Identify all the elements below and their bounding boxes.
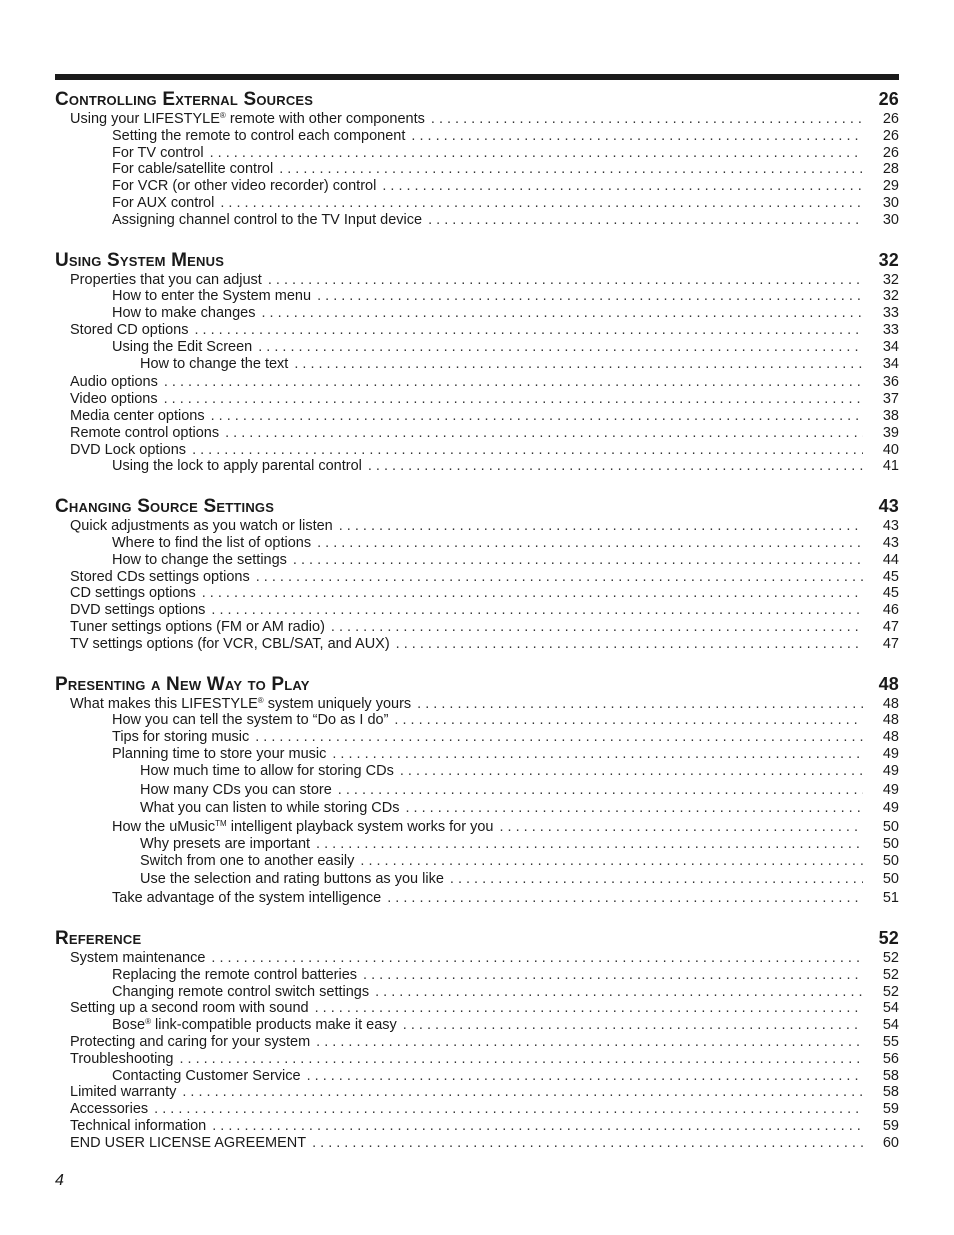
dot-leader — [210, 145, 863, 162]
toc-entry[interactable] — [55, 819, 899, 836]
entry-page-number: 32 — [882, 271, 899, 288]
entry-text: DVD settings options — [70, 602, 206, 619]
entry-page-number: 58 — [882, 1084, 899, 1101]
entry-page-number: 54 — [882, 1017, 899, 1034]
entry-page-number: 46 — [882, 602, 899, 619]
entry-text: Properties that you can adjust — [70, 271, 262, 288]
toc-entry[interactable] — [55, 1101, 899, 1118]
entry-label — [112, 161, 279, 178]
dot-leader — [396, 636, 863, 653]
entry-label — [112, 890, 387, 907]
toc-entry[interactable] — [55, 408, 899, 425]
dot-leader — [315, 1000, 863, 1017]
section-heading[interactable] — [55, 249, 899, 272]
entry-text: Tips for storing music — [112, 729, 250, 746]
entry-page-number: 45 — [882, 568, 899, 585]
entry-text: Stored CDs settings options — [70, 568, 250, 585]
entry-text: Take advantage of the system intelligence — [112, 890, 382, 907]
toc-entry[interactable] — [55, 1068, 899, 1085]
entry-label — [70, 569, 256, 586]
entry-text: How the uMusic — [112, 819, 216, 836]
entry-label — [112, 967, 363, 984]
table-of-contents — [55, 88, 899, 1172]
dot-leader — [339, 518, 863, 535]
toc-entry[interactable] — [55, 712, 899, 729]
toc-section — [55, 495, 899, 652]
entry-label — [70, 391, 164, 408]
dot-leader — [411, 128, 863, 145]
toc-entry[interactable] — [55, 1051, 899, 1068]
dot-leader — [182, 1084, 863, 1101]
entry-text: Technical information — [70, 1118, 207, 1135]
entry-page-number: 29 — [882, 178, 899, 195]
entry-label — [70, 1101, 154, 1118]
entry-page-number: 52 — [882, 966, 899, 983]
page-number: 4 — [55, 1172, 64, 1189]
entry-page-number: 51 — [882, 890, 899, 907]
entry-text: Use the selection and rating buttons as you like — [140, 871, 444, 888]
entry-page-number: 44 — [882, 551, 899, 568]
entry-page-number: 36 — [882, 374, 899, 391]
entry-label — [70, 322, 194, 339]
toc-entry[interactable] — [55, 161, 899, 178]
entry-text: DVD Lock options — [70, 441, 187, 458]
entry-page-number: 50 — [882, 819, 899, 836]
entry-text: Tuner settings options (FM or AM radio) — [70, 618, 325, 635]
dot-leader — [211, 950, 863, 967]
toc-entry[interactable] — [55, 800, 899, 817]
section-title: Presenting a New Way to Play — [55, 673, 310, 695]
toc-entry[interactable] — [55, 782, 899, 799]
entry-page-number: 48 — [882, 729, 899, 746]
entry-page-number: 48 — [882, 712, 899, 729]
dot-leader — [406, 800, 864, 817]
toc-entry[interactable] — [55, 145, 899, 162]
section-title: Reference — [55, 928, 142, 950]
dot-leader — [192, 442, 863, 459]
entry-label — [112, 305, 261, 322]
entry-page-number: 50 — [882, 852, 899, 869]
entry-text-continued: system uniquely yours — [263, 695, 412, 712]
dot-leader — [316, 1034, 863, 1051]
entry-text: How to change the settings — [112, 551, 287, 568]
entry-label — [112, 1068, 307, 1085]
toc-entry[interactable] — [55, 967, 899, 984]
entry-page-number: 55 — [882, 1034, 899, 1051]
section-title: Changing Source Settings — [55, 496, 275, 518]
dot-leader — [331, 619, 863, 636]
entry-label — [140, 853, 360, 870]
entry-text: Where to find the list of options — [112, 534, 312, 551]
entry-text: How you can tell the system to “Do as I do” — [112, 712, 389, 729]
dot-leader — [316, 836, 863, 853]
entry-label — [112, 339, 258, 356]
entry-label — [70, 111, 431, 128]
toc-entry[interactable] — [55, 178, 899, 195]
entry-page-number: 50 — [882, 835, 899, 852]
toc-section — [55, 673, 899, 908]
entry-page-number: 32 — [882, 288, 899, 305]
dot-leader — [312, 1135, 863, 1152]
entry-label — [70, 272, 268, 289]
entry-text: How many CDs you can store — [140, 781, 332, 798]
entry-text: For cable/satellite control — [112, 161, 274, 178]
entry-label — [140, 763, 400, 780]
entry-label — [70, 696, 417, 713]
entry-page-number: 33 — [882, 305, 899, 322]
entry-label — [112, 535, 317, 552]
entry-page-number: 52 — [882, 983, 899, 1000]
dot-leader — [279, 161, 863, 178]
entry-label — [112, 729, 255, 746]
section-title: Using System Menus — [55, 249, 225, 271]
entry-page-number: 33 — [882, 321, 899, 338]
dot-leader — [360, 853, 863, 870]
entry-label — [112, 1017, 403, 1034]
entry-text: For AUX control — [112, 194, 215, 211]
dot-leader — [428, 212, 863, 229]
dot-leader — [368, 458, 863, 475]
toc-entry[interactable] — [55, 836, 899, 853]
entry-page-number: 40 — [882, 441, 899, 458]
entry-label — [112, 746, 332, 763]
toc-entry[interactable] — [55, 746, 899, 763]
entry-page-number: 26 — [882, 111, 899, 127]
entry-text: Accessories — [70, 1101, 149, 1118]
entry-text-continued: intelligent playback system works for you — [226, 819, 494, 836]
entry-label — [112, 288, 317, 305]
trademark-mark: ® — [145, 1017, 151, 1027]
toc-entry[interactable] — [55, 871, 899, 888]
toc-entry[interactable] — [55, 729, 899, 746]
entry-text: For VCR (or other video recorder) control — [112, 178, 377, 195]
dot-leader — [194, 322, 863, 339]
entry-label — [70, 374, 164, 391]
toc-entry[interactable] — [55, 890, 899, 907]
entry-text: Changing remote control switch settings — [112, 983, 370, 1000]
entry-page-number: 39 — [882, 424, 899, 441]
trademark-mark: ® — [219, 111, 226, 120]
entry-label — [70, 950, 211, 967]
entry-page-number: 58 — [882, 1067, 899, 1084]
entry-label — [140, 800, 406, 817]
entry-label — [70, 425, 225, 442]
dot-leader — [400, 763, 863, 780]
toc-entry[interactable] — [55, 853, 899, 870]
toc-entry[interactable] — [55, 195, 899, 212]
dot-leader — [212, 1118, 863, 1135]
entry-label — [112, 128, 411, 145]
toc-entry[interactable] — [55, 111, 899, 128]
entry-text: Replacing the remote control batteries — [112, 966, 358, 983]
entry-text: Using the lock to apply parental control — [112, 458, 362, 475]
entry-text: Using the Edit Screen — [112, 338, 253, 355]
entry-label — [70, 442, 192, 459]
toc-entry[interactable] — [55, 391, 899, 408]
entry-text-continued: remote with other components — [225, 111, 425, 127]
toc-entry[interactable] — [55, 569, 899, 586]
dot-leader — [375, 984, 863, 1001]
dot-leader — [154, 1101, 863, 1118]
entry-text: What you can listen to while storing CDs — [140, 800, 400, 817]
trademark-mark: ® — [257, 695, 264, 705]
dot-leader — [220, 195, 863, 212]
toc-entry[interactable] — [55, 602, 899, 619]
entry-page-number: 34 — [882, 338, 899, 355]
entry-text: END USER LICENSE AGREEMENT — [70, 1134, 307, 1151]
entry-label — [70, 636, 396, 653]
dot-leader — [317, 288, 863, 305]
entry-text: Contacting Customer Service — [112, 1067, 301, 1084]
entry-text: Video options — [70, 391, 158, 408]
section-heading[interactable] — [55, 927, 899, 950]
entry-page-number: 49 — [882, 800, 899, 817]
entry-label — [112, 984, 375, 1001]
toc-section — [55, 249, 899, 476]
dot-leader — [164, 391, 863, 408]
dot-leader — [211, 602, 863, 619]
entry-text: Media center options — [70, 407, 205, 424]
entry-label — [112, 552, 293, 569]
entry-text: For TV control — [112, 144, 204, 161]
entry-page-number: 26 — [882, 127, 899, 144]
toc-entry[interactable] — [55, 322, 899, 339]
entry-text: TV settings options (for VCR, CBL/SAT, and AUX) — [70, 635, 390, 652]
top-rule — [55, 74, 899, 80]
trademark-mark: TM — [215, 819, 227, 829]
entry-text: Quick adjustments as you watch or listen — [70, 518, 333, 535]
entry-text: Planning time to store your music — [112, 745, 327, 762]
entry-page-number: 45 — [882, 585, 899, 602]
dot-leader — [256, 569, 863, 586]
entry-label — [70, 602, 211, 619]
entry-page-number: 43 — [882, 518, 899, 535]
dot-leader — [255, 729, 863, 746]
section-page-number: 26 — [878, 89, 899, 109]
toc-entry[interactable] — [55, 458, 899, 475]
entry-text: Setting up a second room with sound — [70, 1000, 309, 1017]
toc-entry[interactable] — [55, 128, 899, 145]
dot-leader — [261, 305, 863, 322]
entry-text: System maintenance — [70, 950, 206, 967]
entry-page-number: 30 — [882, 211, 899, 228]
entry-label — [112, 145, 210, 162]
section-page-number: 48 — [878, 673, 899, 694]
toc-entry[interactable] — [55, 696, 899, 713]
entry-page-number: 38 — [882, 407, 899, 424]
entry-page-number: 56 — [882, 1050, 899, 1067]
dot-leader — [258, 339, 863, 356]
entry-page-number: 43 — [882, 534, 899, 551]
toc-entry[interactable] — [55, 1034, 899, 1051]
dot-leader — [431, 111, 863, 128]
dot-leader — [317, 535, 863, 552]
entry-text: Troubleshooting — [70, 1050, 174, 1067]
entry-label — [112, 819, 499, 836]
toc-section — [55, 88, 899, 229]
section-page-number: 52 — [878, 928, 899, 949]
dot-leader — [211, 408, 863, 425]
toc-entry[interactable] — [55, 1017, 899, 1034]
entry-label — [70, 585, 202, 602]
entry-text: Bose — [112, 1017, 146, 1034]
toc-entry[interactable] — [55, 984, 899, 1001]
entry-text: What makes this LIFESTYLE — [70, 695, 258, 712]
entry-label — [112, 712, 394, 729]
toc-entry[interactable] — [55, 535, 899, 552]
entry-page-number: 60 — [882, 1134, 899, 1151]
entry-label — [140, 836, 316, 853]
toc-entry[interactable] — [55, 356, 899, 373]
toc-entry[interactable] — [55, 425, 899, 442]
entry-label — [70, 1000, 315, 1017]
section-page-number: 32 — [878, 249, 899, 270]
dot-leader — [417, 696, 863, 713]
entry-text: How much time to allow for storing CDs — [140, 762, 394, 779]
entry-text: CD settings options — [70, 585, 196, 602]
entry-page-number: 26 — [882, 144, 899, 161]
toc-entry[interactable] — [55, 585, 899, 602]
section-heading[interactable] — [55, 495, 899, 518]
toc-entry[interactable] — [55, 442, 899, 459]
entry-label — [112, 458, 368, 475]
dot-leader — [164, 374, 863, 391]
toc-entry[interactable] — [55, 636, 899, 653]
entry-page-number: 50 — [882, 871, 899, 888]
entry-label — [140, 871, 450, 888]
entry-text: Setting the remote to control each component — [112, 127, 406, 144]
entry-label — [112, 178, 382, 195]
toc-section — [55, 927, 899, 1152]
entry-text: Using your LIFESTYLE — [70, 111, 220, 127]
entry-text-continued: link-compatible products make it easy — [150, 1017, 397, 1034]
toc-entry[interactable] — [55, 763, 899, 780]
entry-text: Remote control options — [70, 424, 220, 441]
entry-page-number: 54 — [882, 1000, 899, 1017]
entry-label — [70, 619, 331, 636]
section-page-number: 43 — [878, 496, 899, 517]
entry-page-number: 47 — [882, 635, 899, 652]
toc-entry[interactable] — [55, 305, 899, 322]
toc-entry[interactable] — [55, 212, 899, 229]
entry-label — [70, 1084, 182, 1101]
entry-text: How to make changes — [112, 305, 256, 322]
entry-page-number: 34 — [882, 355, 899, 372]
toc-entry[interactable] — [55, 1135, 899, 1152]
entry-text: How to change the text — [140, 355, 289, 372]
section-heading[interactable] — [55, 673, 899, 696]
entry-label — [112, 195, 220, 212]
entry-label — [140, 356, 294, 373]
entry-label — [70, 1118, 212, 1135]
entry-page-number: 41 — [882, 458, 899, 475]
dot-leader — [307, 1068, 863, 1085]
entry-label — [70, 1034, 316, 1051]
dot-leader — [499, 819, 863, 836]
entry-text: How to enter the System menu — [112, 288, 312, 305]
toc-entry[interactable] — [55, 552, 899, 569]
entry-page-number: 49 — [882, 762, 899, 779]
entry-page-number: 37 — [882, 391, 899, 408]
toc-entry[interactable] — [55, 518, 899, 535]
entry-page-number: 28 — [882, 161, 899, 178]
toc-entry[interactable] — [55, 1000, 899, 1017]
entry-page-number: 49 — [882, 781, 899, 798]
entry-text: Switch from one to another easily — [140, 852, 355, 869]
entry-text: Audio options — [70, 374, 158, 391]
entry-page-number: 30 — [882, 194, 899, 211]
entry-label — [112, 212, 428, 229]
toc-entry[interactable] — [55, 619, 899, 636]
dot-leader — [293, 552, 863, 569]
toc-entry[interactable] — [55, 272, 899, 289]
entry-page-number: 52 — [882, 950, 899, 967]
entry-label — [140, 782, 338, 799]
dot-leader — [338, 782, 863, 799]
entry-text: Stored CD options — [70, 321, 189, 338]
dot-leader — [179, 1051, 863, 1068]
entry-label — [70, 1135, 312, 1152]
dot-leader — [450, 871, 863, 888]
dot-leader — [387, 890, 863, 907]
entry-label — [70, 518, 339, 535]
toc-entry[interactable] — [55, 374, 899, 391]
dot-leader — [294, 356, 863, 373]
toc-entry[interactable] — [55, 1118, 899, 1135]
dot-leader — [363, 967, 863, 984]
entry-text: Protecting and caring for your system — [70, 1034, 311, 1051]
dot-leader — [202, 585, 863, 602]
entry-label — [70, 408, 211, 425]
entry-page-number: 59 — [882, 1118, 899, 1135]
entry-text: Why presets are important — [140, 835, 311, 852]
entry-label — [70, 1051, 179, 1068]
entry-page-number: 49 — [882, 745, 899, 762]
entry-text: Limited warranty — [70, 1084, 177, 1101]
toc-entry[interactable] — [55, 950, 899, 967]
dot-leader — [268, 272, 863, 289]
section-title: Controlling External Sources — [55, 89, 314, 110]
dot-leader — [403, 1017, 863, 1034]
dot-leader — [394, 712, 863, 729]
toc-entry[interactable] — [55, 339, 899, 356]
entry-text: Assigning channel control to the TV Input device — [112, 211, 423, 228]
entry-page-number: 47 — [882, 618, 899, 635]
toc-entry[interactable] — [55, 1084, 899, 1101]
dot-leader — [332, 746, 863, 763]
entry-page-number: 59 — [882, 1101, 899, 1118]
dot-leader — [225, 425, 863, 442]
dot-leader — [382, 178, 863, 195]
entry-page-number: 48 — [882, 695, 899, 712]
toc-entry[interactable] — [55, 288, 899, 305]
section-heading[interactable] — [55, 88, 899, 111]
